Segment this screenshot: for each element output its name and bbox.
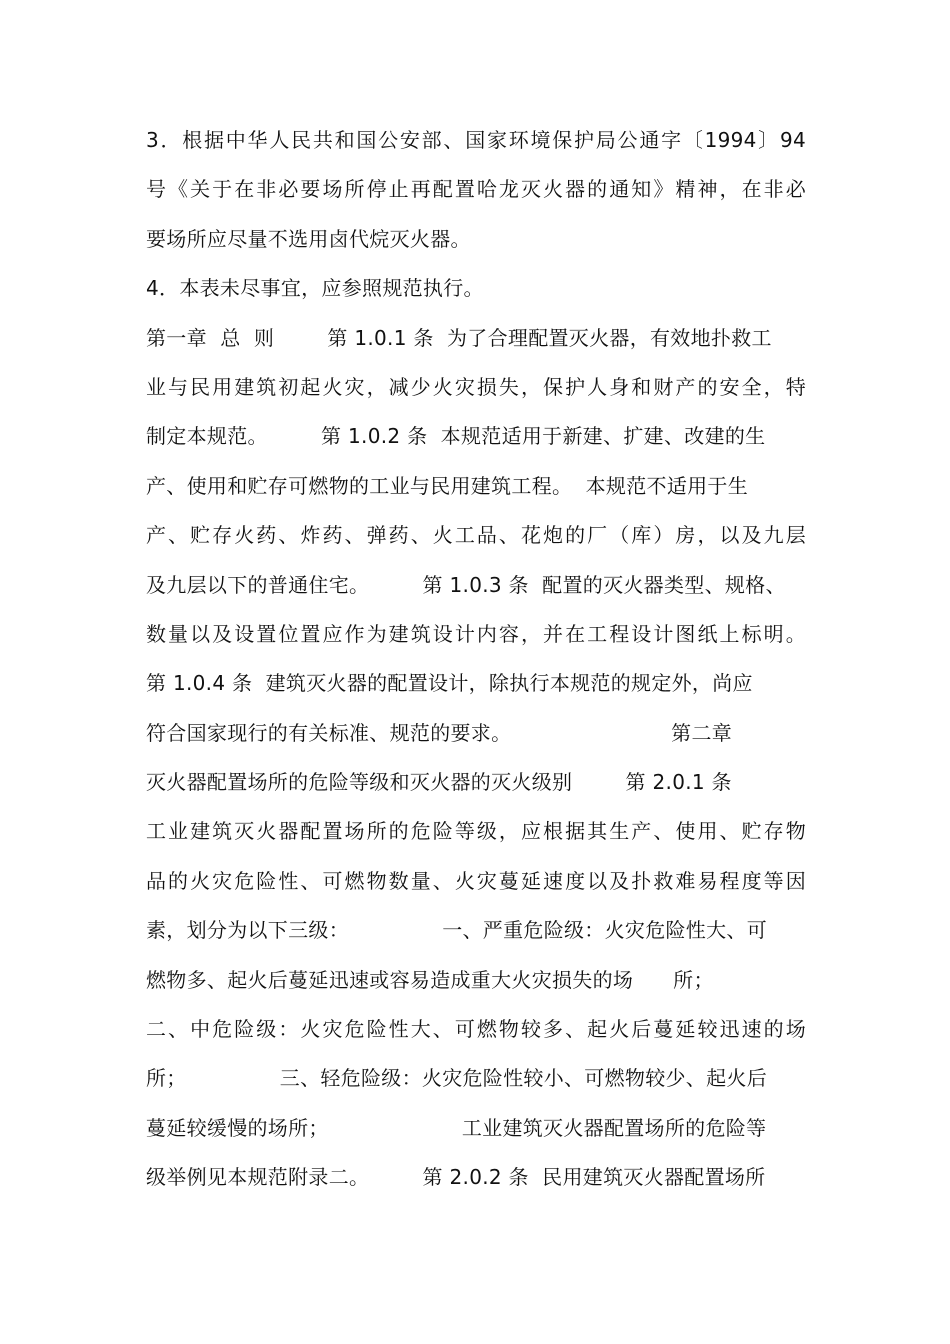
text-line: 级举例见本规范附录二。 第 2.0.2 条 民用建筑灭火器配置场所: [146, 1165, 766, 1190]
text-line: 素，划分为以下三级： 一、严重危险级：火灾危险性大、可: [146, 918, 768, 943]
text-line: 所； 三、轻危险级：火灾危险性较小、可燃物较少、起火后: [146, 1066, 768, 1091]
text-line: 及九层以下的普通住宅。 第 1.0.3 条 配置的灭火器类型、规格、: [146, 572, 786, 597]
text-line: 第一章 总 则 第 1.0.1 条 为了合理配置灭火器，有效地扑救工: [146, 325, 772, 350]
text-line: 3．根据中华人民共和国公安部、国家环境保护局公通字〔1994〕94: [146, 128, 806, 152]
text-line: 符合国家现行的有关标准、规范的要求。 第二章: [146, 720, 733, 745]
body-text: [146, 116, 806, 1203]
text-line: 燃物多、起火后蔓延迅速或容易造成重大火灾损失的场 所；: [146, 967, 714, 992]
text-line: 产、使用和贮存可燃物的工业与民用建筑工程。 本规范不适用于生: [146, 473, 749, 498]
text-line: 品的火灾危险性、可燃物数量、火灾蔓延速度以及扑救难易程度等因: [146, 868, 806, 893]
text-line: 制定本规范。 第 1.0.2 条 本规范适用于新建、扩建、改建的生: [146, 424, 766, 449]
text-line: 第 1.0.4 条 建筑灭火器的配置设计，除执行本规范的规定外，尚应: [146, 671, 753, 696]
text-line: 产、贮存火药、炸药、弹药、火工品、花炮的厂（库）房，以及九层: [146, 523, 806, 548]
text-line: 灭火器配置场所的危险等级和灭火器的灭火级别 第 2.0.1 条: [146, 770, 732, 795]
text-line: 要场所应尽量不选用卤代烷灭火器。: [146, 226, 471, 251]
text-line: 业与民用建筑初起火灾，减少火灾损失，保护人身和财产的安全，特: [146, 374, 806, 399]
text-line: 4．本表未尽事宜，应参照规范执行。: [146, 276, 484, 301]
text-line: 蔓延较缓慢的场所； 工业建筑灭火器配置场所的危险等: [146, 1115, 767, 1140]
text-line: 数量以及设置位置应作为建筑设计内容，并在工程设计图纸上标明。: [146, 621, 806, 646]
text-line: 工业建筑灭火器配置场所的危险等级，应根据其生产、使用、贮存物: [146, 819, 806, 844]
text-line: 二、中危险级：火灾危险性大、可燃物较多、起火后蔓延较迅速的场: [146, 1017, 806, 1042]
text-line: 号《关于在非必要场所停止再配置哈龙灭火器的通知》精神，在非必: [146, 177, 806, 202]
